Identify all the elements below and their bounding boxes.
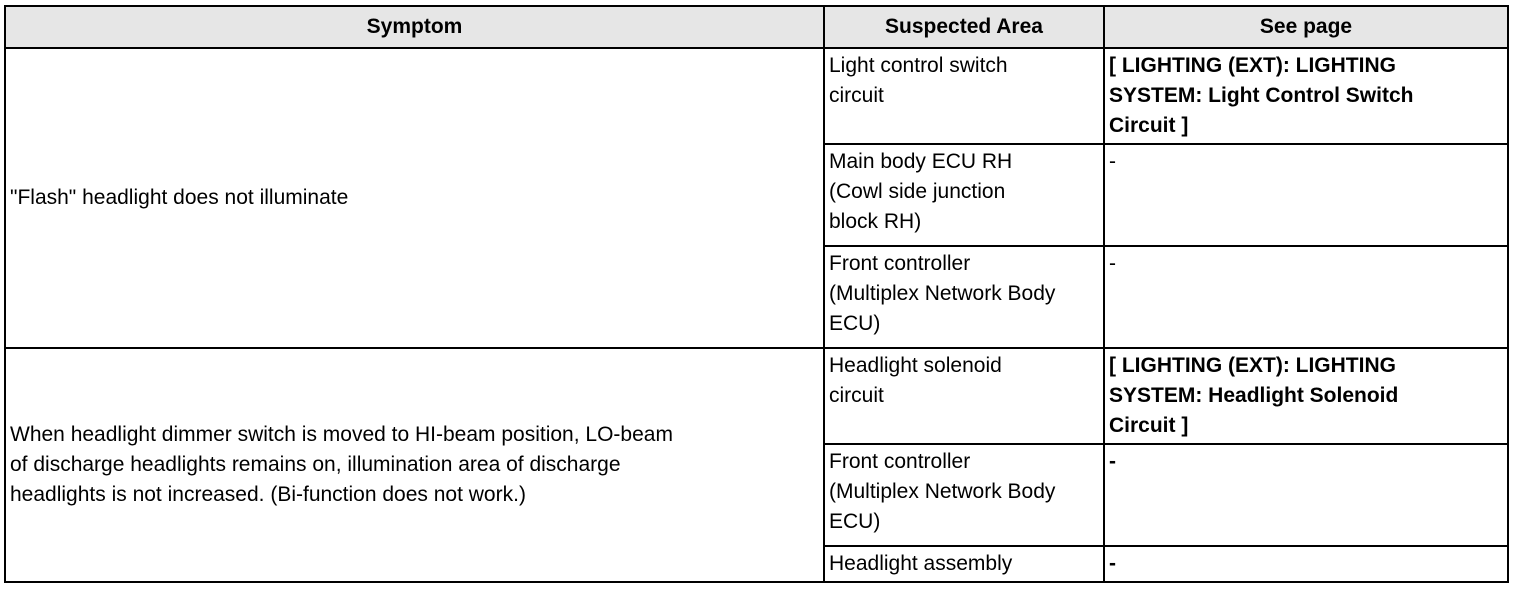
table-row bbox=[5, 348, 1508, 444]
suspected-area-cell: Headlight assembly bbox=[824, 546, 1104, 582]
diagnosis-table bbox=[4, 5, 1509, 583]
header-see-page: See page bbox=[1104, 6, 1508, 48]
header-symptom: Symptom bbox=[5, 6, 824, 48]
symptom-cell: "Flash" headlight does not illuminate bbox=[5, 48, 824, 348]
suspected-area-cell: Front controller (Multiplex Network Body ECU) bbox=[824, 246, 1104, 348]
see-page-cell: - bbox=[1104, 546, 1508, 582]
see-page-cell: - bbox=[1104, 144, 1508, 246]
see-page-link[interactable]: [ LIGHTING (EXT): LIGHTING SYSTEM: Headlight Solenoid Circuit ] bbox=[1104, 348, 1508, 444]
see-page-cell: - bbox=[1104, 246, 1508, 348]
see-page-link[interactable]: [ LIGHTING (EXT): LIGHTING SYSTEM: Light Control Switch Circuit ] bbox=[1104, 48, 1508, 144]
symptom-cell: When headlight dimmer switch is moved to HI-beam position, LO-beam of discharge headlights remains on, illumination area of discharge headlights is not increased. (Bi-function does not work.) bbox=[5, 348, 824, 582]
suspected-area-cell: Main body ECU RH (Cowl side junction block RH) bbox=[824, 144, 1104, 246]
suspected-area-cell: Headlight solenoid circuit bbox=[824, 348, 1104, 444]
see-page-cell: - bbox=[1104, 444, 1508, 546]
header-suspected-area: Suspected Area bbox=[824, 6, 1104, 48]
table-row bbox=[5, 48, 1508, 144]
suspected-area-cell: Light control switch circuit bbox=[824, 48, 1104, 144]
suspected-area-cell: Front controller (Multiplex Network Body ECU) bbox=[824, 444, 1104, 546]
header-row bbox=[5, 6, 1508, 48]
